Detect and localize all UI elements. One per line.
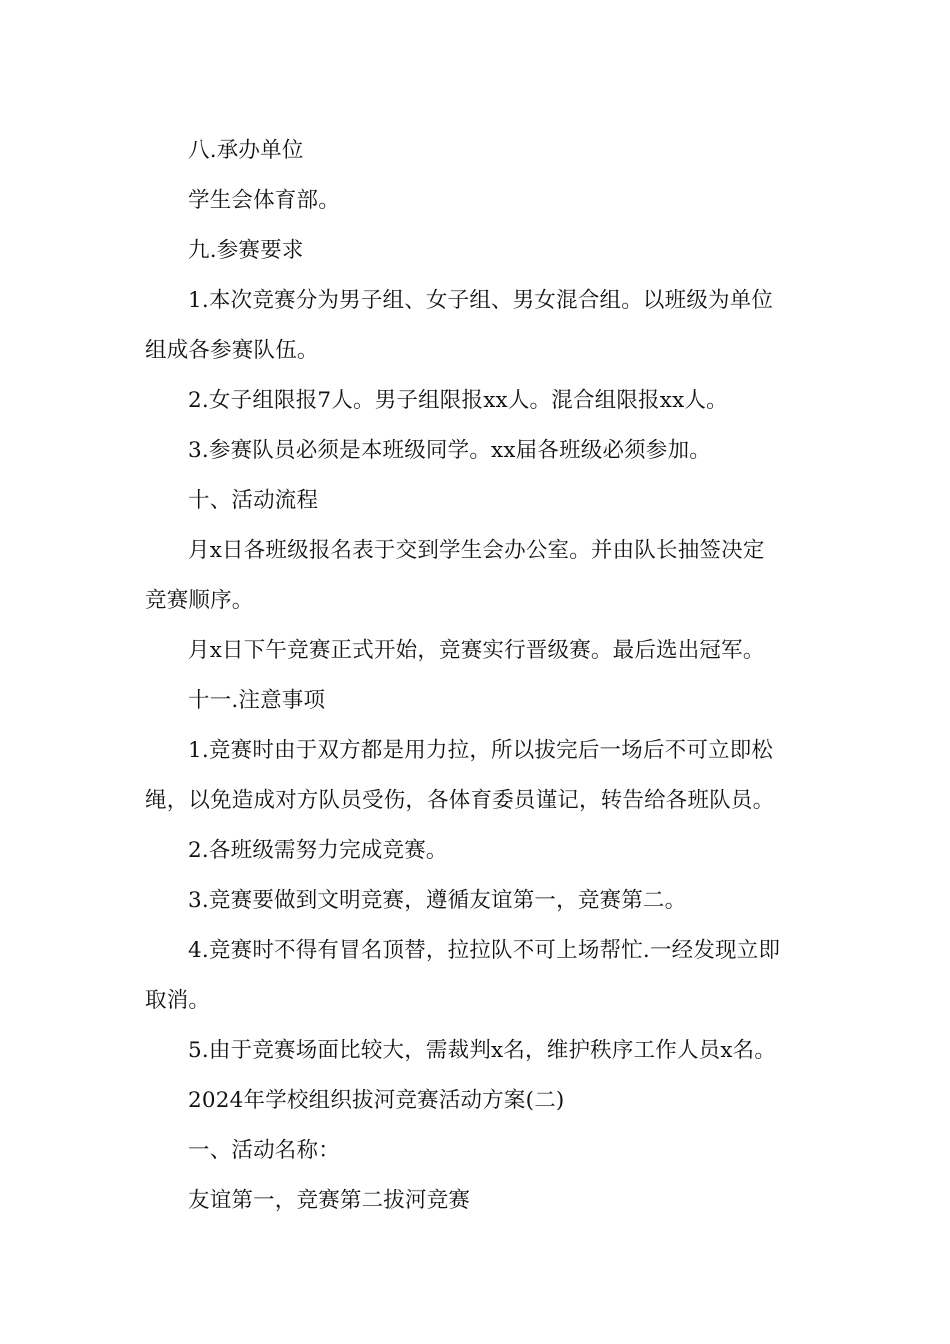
section-heading-organizer: 八.承办单位 [188, 138, 304, 163]
paragraph-line: 组成各参赛队伍。 [145, 338, 319, 363]
paragraph-activity-name: 友谊第一，竞赛第二拔河竞赛 [188, 1188, 471, 1213]
paragraph-line: 取消。 [145, 988, 211, 1013]
paragraph-line: 3.竞赛要做到文明竞赛，遵循友谊第一，竞赛第二。 [188, 888, 687, 913]
section-heading-activity-name: 一、活动名称： [188, 1138, 340, 1163]
paragraph-line: 月x日下午竞赛正式开始，竞赛实行晋级赛。最后选出冠军。 [188, 638, 765, 663]
paragraph-line: 4.竞赛时不得有冒名顶替，拉拉队不可上场帮忙.一经发现立即 [188, 938, 781, 963]
paragraph-organizer: 学生会体育部。 [188, 188, 340, 213]
paragraph-line: 月x日各班级报名表于交到学生会办公室。并由队长抽签决定 [188, 538, 765, 563]
document-title-part-two: 2024年学校组织拔河竞赛活动方案(二) [188, 1088, 565, 1113]
paragraph-line: 竞赛顺序。 [145, 588, 254, 613]
paragraph-line: 3.参赛队员必须是本班级同学。xx届各班级必须参加。 [188, 438, 711, 463]
paragraph-line: 1.本次竞赛分为男子组、女子组、男女混合组。以班级为单位 [188, 288, 774, 313]
section-heading-requirements: 九.参赛要求 [188, 238, 304, 263]
paragraph-line: 2.女子组限报7人。男子组限报xx人。混合组限报xx人。 [188, 388, 728, 413]
section-heading-process: 十、活动流程 [188, 488, 319, 513]
paragraph-line: 2.各班级需努力完成竞赛。 [188, 838, 448, 863]
paragraph-line: 1.竞赛时由于双方都是用力拉，所以拔完后一场后不可立即松 [188, 738, 774, 763]
paragraph-line: 5.由于竞赛场面比较大，需裁判x名，维护秩序工作人员x名。 [188, 1038, 777, 1063]
section-heading-notes: 十一.注意事项 [188, 688, 326, 713]
paragraph-line: 绳，以免造成对方队员受伤，各体育委员谨记，转告给各班队员。 [145, 788, 775, 813]
